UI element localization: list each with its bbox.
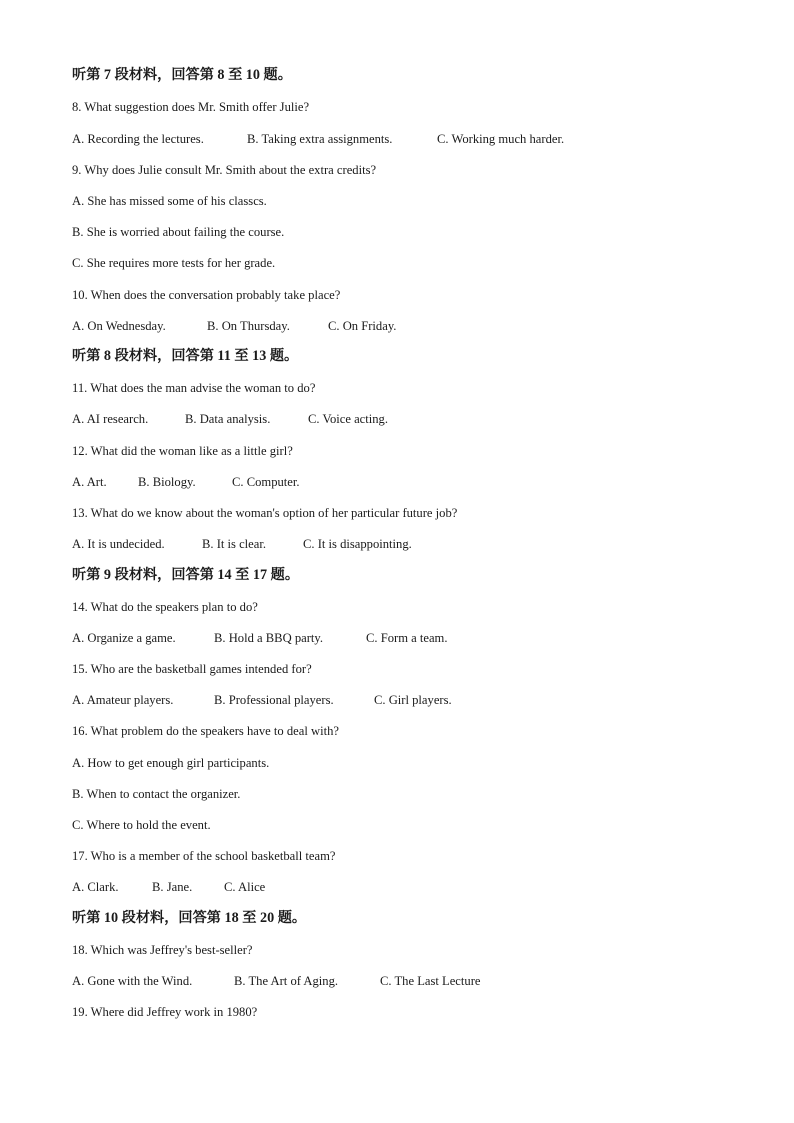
option-a: A. Clark. [72,880,119,894]
option-b: B. Professional players. [214,693,334,707]
option-c: C. It is disappointing. [303,537,412,551]
option-c: C. On Friday. [328,319,397,333]
section-heading: 听第 7 段材料，回答第 8 至 10 题。 [72,67,292,83]
option-c: C. Computer. [232,475,300,489]
option-b: B. She is worried about failing the course. [72,225,285,239]
option-a: A. It is undecided. [72,537,165,551]
options-row [72,878,265,896]
question-text: 8. What suggestion does Mr. Smith offer Julie? [72,100,310,114]
question-text: 13. What do we know about the woman's option of her particular future job? [72,506,458,520]
options-row [72,130,564,148]
question-text: 18. Which was Jeffrey's best-seller? [72,943,253,957]
option-b: B. Data analysis. [185,412,271,426]
option-a: A. Organize a game. [72,631,176,645]
option-b: B. On Thursday. [207,319,290,333]
option-b: B. Jane. [152,880,193,894]
option-c: C. Where to hold the event. [72,818,211,832]
question-text: 11. What does the man advise the woman to do? [72,381,316,395]
option-b: B. Biology. [138,475,196,489]
question-text: 19. Where did Jeffrey work in 1980? [72,1005,258,1019]
option-c: C. The Last Lecture [380,974,481,988]
options-row [72,691,452,709]
question-text: 16. What problem do the speakers have to deal with? [72,724,339,738]
option-a: A. Amateur players. [72,693,174,707]
options-row [72,317,396,335]
option-c: C. Alice [224,880,266,894]
option-b: B. Hold a BBQ party. [214,631,324,645]
option-a: A. She has missed some of his classcs. [72,194,267,208]
option-a: A. AI research. [72,412,149,426]
options-row [72,410,388,428]
option-b: B. It is clear. [202,537,267,551]
question-text: 12. What did the woman like as a little girl? [72,444,293,458]
option-b: B. Taking extra assignments. [247,132,393,146]
question-text: 10. When does the conversation probably take place? [72,288,341,302]
option-a: A. Recording the lectures. [72,132,204,146]
option-a: A. On Wednesday. [72,319,166,333]
options-row [72,972,480,990]
question-text: 14. What do the speakers plan to do? [72,600,258,614]
option-b: B. The Art of Aging. [234,974,339,988]
options-row [72,629,448,647]
options-row [72,535,412,553]
section-heading: 听第 8 段材料，回答第 11 至 13 题。 [72,348,299,364]
option-c: C. Working much harder. [437,132,565,146]
option-c: C. Form a team. [366,631,448,645]
option-c: C. She requires more tests for her grade. [72,256,276,270]
option-a: A. Gone with the Wind. [72,974,193,988]
option-b: B. When to contact the organizer. [72,787,241,801]
section-heading: 听第 10 段材料，回答第 18 至 20 题。 [72,910,307,926]
question-text: 17. Who is a member of the school basketball team? [72,849,336,863]
option-c: C. Voice acting. [308,412,388,426]
option-a: A. Art. [72,475,107,489]
option-c: C. Girl players. [374,693,452,707]
options-row [72,473,300,491]
section-heading: 听第 9 段材料，回答第 14 至 17 题。 [72,567,300,583]
question-text: 9. Why does Julie consult Mr. Smith about the extra credits? [72,163,377,177]
option-a: A. How to get enough girl participants. [72,756,270,770]
question-text: 15. Who are the basketball games intended for? [72,662,312,676]
